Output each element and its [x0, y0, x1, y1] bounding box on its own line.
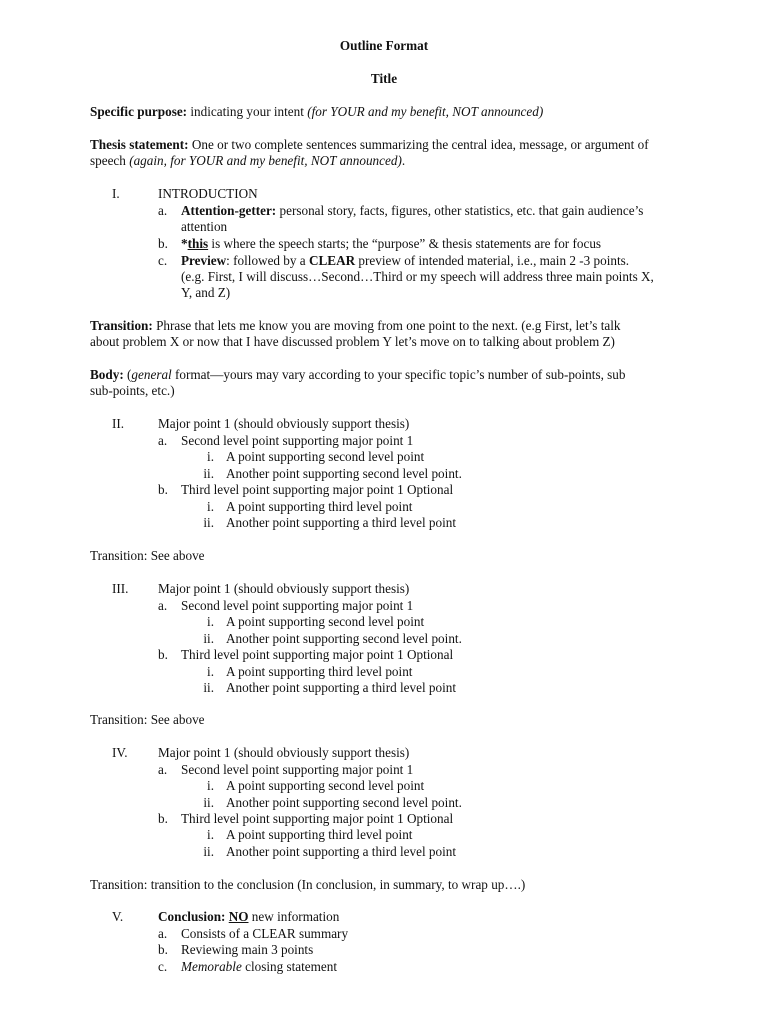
intro-note-star: *: [181, 236, 188, 251]
outline-subnumeral: ii.: [203, 631, 214, 646]
body-text-1a: (: [123, 367, 132, 382]
outline-numeral: IV.: [112, 745, 128, 760]
outline-letter: b.: [158, 647, 168, 662]
outline-numeral: II.: [112, 416, 125, 431]
preview-example-2: Y, and Z): [181, 285, 231, 300]
major-point-heading: Major point 1 (should obviously support thesis): [158, 581, 410, 596]
sub-point: Another point supporting second level point.: [226, 795, 462, 810]
preview-clear: CLEAR: [308, 253, 356, 268]
second-level-point: Second level point supporting major point 1: [181, 598, 414, 613]
transition-see-above: Transition: See above: [90, 548, 205, 563]
thesis-label: Thesis statement:: [90, 137, 189, 152]
attention-getter-cont: attention: [181, 219, 228, 234]
intro-note-text: is where the speech starts; the “purpose” & thesis statements are for focus: [208, 236, 602, 251]
outline-letter: a.: [158, 203, 168, 218]
outline-numeral: V.: [112, 909, 124, 924]
sub-point: Another point supporting a third level point: [226, 680, 457, 695]
sub-point: A point supporting third level point: [226, 664, 413, 679]
outline-subnumeral: i.: [207, 449, 214, 464]
transition-text-2: about problem X or now that I have discussed problem Y let’s move on to talking about problem Z): [90, 334, 615, 349]
preview-text-b: preview of intended material, i.e., main 2 -3 points.: [355, 253, 630, 268]
thesis-note: (again, for YOUR and my benefit, NOT announced): [129, 153, 402, 168]
intro-heading: INTRODUCTION: [158, 186, 258, 201]
sub-point: A point supporting second level point: [226, 778, 425, 793]
outline-subnumeral: ii.: [203, 515, 214, 530]
specific-purpose-label: Specific purpose:: [90, 104, 188, 119]
body-label: Body:: [90, 367, 124, 382]
sub-point: Another point supporting second level point.: [226, 466, 462, 481]
outline-numeral: I.: [112, 186, 120, 201]
outline-letter: b.: [158, 811, 168, 826]
outline-subnumeral: ii.: [203, 795, 214, 810]
outline-subnumeral: i.: [207, 664, 214, 679]
major-point-heading: Major point 1 (should obviously support thesis): [158, 416, 410, 431]
sub-point: A point supporting second level point: [226, 449, 425, 464]
conclusion-no: NO: [228, 909, 249, 924]
second-level-point: Second level point supporting major point 1: [181, 433, 414, 448]
outline-letter: b.: [158, 482, 168, 497]
conclusion-label: Conclusion:: [158, 909, 226, 924]
document-title: Outline Format: [339, 38, 429, 53]
sub-point: A point supporting third level point: [226, 499, 413, 514]
body-text-2: sub-points, etc.): [90, 383, 175, 398]
body-general: general: [131, 367, 172, 382]
conclusion-text: new information: [248, 909, 340, 924]
thesis-text-2a: speech: [90, 153, 130, 168]
preview-label: Preview: [181, 253, 227, 268]
conclusion-point: [181, 959, 337, 975]
conclusion-closing: closing statement: [241, 959, 338, 974]
outline-letter: b.: [158, 942, 168, 957]
outline-letter: b.: [158, 236, 168, 251]
specific-purpose: [90, 104, 543, 120]
outline-letter: a.: [158, 926, 168, 941]
body-definition: [90, 367, 626, 383]
preview-text-a: : followed by a: [226, 253, 309, 268]
specific-purpose-note: (for YOUR and my benefit, NOT announced): [307, 104, 544, 119]
outline-letter: c.: [158, 253, 168, 268]
outline-letter: c.: [158, 959, 168, 974]
outline-letter: a.: [158, 762, 168, 777]
major-point-heading: Major point 1 (should obviously support thesis): [158, 745, 410, 760]
thesis-line-2: [90, 153, 405, 169]
body-text-1b: format—yours may vary according to your specific topic’s number of sub-points, sub: [171, 367, 626, 382]
attention-getter-text: personal story, facts, figures, other statistics, etc. that gain audience’s: [276, 203, 644, 218]
thesis-text-1: One or two complete sentences summarizing the central idea, message, or argument of: [188, 137, 649, 152]
sub-point: A point supporting third level point: [226, 827, 413, 842]
thesis-line-1: [90, 137, 649, 153]
outline-numeral: III.: [112, 581, 129, 596]
intro-note: [181, 236, 601, 252]
transition-see-above: Transition: See above: [90, 712, 205, 727]
transition-to-conclusion: Transition: transition to the conclusion (In conclusion, in summary, to wrap up….): [90, 877, 526, 892]
outline-subnumeral: ii.: [203, 466, 214, 481]
outline-subnumeral: ii.: [203, 680, 214, 695]
third-level-point: Third level point supporting major point 1 Optional: [181, 482, 454, 497]
thesis-text-2-end: .: [401, 153, 406, 168]
document-subtitle: Title: [370, 71, 398, 86]
sub-point: Another point supporting a third level point: [226, 515, 457, 530]
outline-subnumeral: i.: [207, 778, 214, 793]
intro-note-this: this: [187, 236, 209, 251]
outline-subnumeral: i.: [207, 614, 214, 629]
conclusion-heading: [158, 909, 339, 925]
preview-example-1: (e.g. First, I will discuss…Second…Third or my speech will address three main points X,: [181, 269, 654, 284]
specific-purpose-text: indicating your intent: [187, 104, 308, 119]
outline-letter: a.: [158, 433, 168, 448]
conclusion-point: Reviewing main 3 points: [181, 942, 314, 957]
outline-letter: a.: [158, 598, 168, 613]
transition-label: Transition:: [90, 318, 153, 333]
outline-subnumeral: i.: [207, 499, 214, 514]
attention-getter-label: Attention-getter:: [181, 203, 277, 218]
outline-subnumeral: ii.: [203, 844, 214, 859]
conclusion-memorable: Memorable: [181, 959, 242, 974]
preview: [181, 253, 629, 269]
outline-subnumeral: i.: [207, 827, 214, 842]
transition-definition: [90, 318, 621, 334]
sub-point: Another point supporting second level point.: [226, 631, 462, 646]
second-level-point: Second level point supporting major point 1: [181, 762, 414, 777]
conclusion-point: Consists of a CLEAR summary: [181, 926, 349, 941]
third-level-point: Third level point supporting major point 1 Optional: [181, 811, 454, 826]
sub-point: Another point supporting a third level point: [226, 844, 457, 859]
attention-getter: [181, 203, 643, 219]
sub-point: A point supporting second level point: [226, 614, 425, 629]
third-level-point: Third level point supporting major point 1 Optional: [181, 647, 454, 662]
transition-text-1: Phrase that lets me know you are moving from one point to the next. (e.g First, let’s talk: [152, 318, 621, 333]
